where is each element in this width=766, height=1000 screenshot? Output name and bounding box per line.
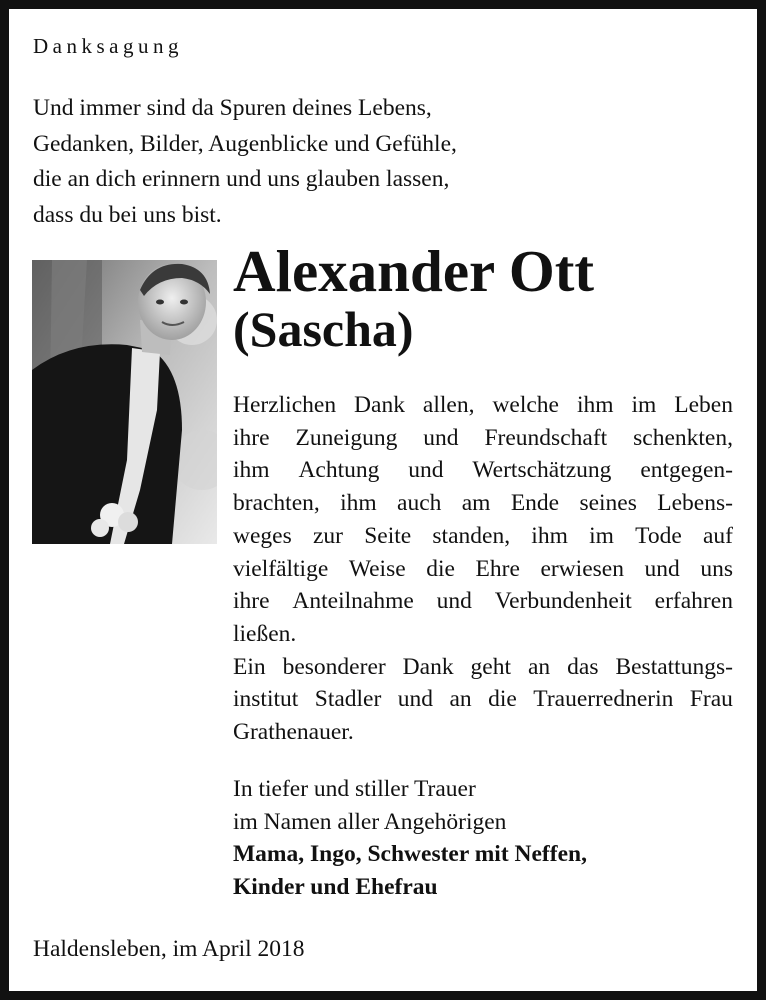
thanks-word: Dank — [354, 392, 405, 418]
thanks-word: Frau — [689, 686, 733, 713]
thanks-word: auf — [702, 522, 733, 549]
thanks-text — [233, 389, 733, 749]
thanks-word: im — [589, 522, 614, 549]
thanks-word: Leben — [674, 392, 733, 418]
thanks-word: seines — [579, 490, 637, 517]
thanks-word: Herzlichen — [233, 392, 337, 418]
closing-line: In tiefer und stiller Trauer — [233, 776, 476, 802]
thanks-word: Tode — [635, 522, 682, 549]
thanks-line — [233, 585, 733, 618]
thanks-word: brachten, — [233, 490, 320, 517]
poem-line: Gedanken, Bilder, Augenblicke und Gefühle, — [33, 130, 457, 157]
thanks-word: die — [426, 555, 455, 582]
thanks-word: erwiesen — [540, 555, 624, 582]
thanks-word: Bestattungs- — [615, 653, 733, 680]
thanks-word: erfahren — [654, 588, 733, 615]
thanks-word: an — [527, 653, 551, 680]
thanks-word: im — [631, 392, 657, 418]
thanks-word: ihre — [233, 588, 270, 615]
thanks-word: das — [567, 653, 599, 680]
thanks-word: ihm — [233, 457, 270, 484]
place-date: Haldensleben, im April 2018 — [33, 936, 305, 962]
thanks-word: ihre — [233, 424, 270, 451]
thanks-word: welche — [492, 392, 559, 418]
thanks-word: Trauerrednerin — [533, 686, 674, 713]
deceased-nickname: (Sascha) — [233, 301, 414, 357]
thanks-word: entgegen- — [640, 457, 733, 484]
deceased-name: Alexander Ott — [233, 238, 595, 304]
family-names: Mama, Ingo, Schwester mit Neffen, — [233, 841, 587, 867]
thanks-line: ließen. — [233, 620, 297, 647]
thanks-line: Grathenauer. — [233, 719, 354, 746]
thanks-word: Ein — [233, 653, 266, 680]
thanks-word: und — [644, 555, 680, 582]
thanks-word: Dank — [402, 653, 454, 680]
thanks-word: und — [423, 424, 459, 451]
thanks-word: weges — [233, 522, 292, 549]
thanks-word: besonderer — [282, 653, 386, 680]
thanks-word: allen, — [422, 392, 475, 418]
thanks-word: schenkten, — [633, 424, 733, 451]
family-names: Kinder und Ehefrau — [233, 873, 438, 900]
closing-block — [233, 773, 587, 903]
poem — [33, 91, 457, 233]
thanks-word: Anteilnahme — [292, 588, 414, 615]
poem-line: die an dich erinnern und uns glauben lassen, — [33, 166, 450, 192]
thanks-word: die — [488, 686, 517, 713]
thanks-word: am — [461, 490, 491, 517]
thanks-word: geht — [470, 653, 512, 680]
thanks-word: und — [436, 588, 472, 615]
thanks-word: vielfältige — [233, 555, 329, 582]
thanks-word: auch — [397, 490, 442, 517]
thanks-word: Freundschaft — [484, 424, 608, 451]
thanks-word: Weise — [348, 555, 406, 582]
thanks-word: ihm — [576, 392, 614, 418]
thanks-word: zur — [312, 522, 343, 549]
thanks-word: Zuneigung — [295, 424, 398, 451]
thanks-line — [233, 389, 733, 422]
thanks-line — [233, 683, 733, 716]
thanks-line — [233, 520, 733, 553]
closing-line: im Namen aller Angehörigen — [233, 808, 507, 835]
thanks-word: Seite — [364, 522, 412, 549]
thanks-word: institut — [233, 686, 299, 713]
thanks-word: Lebens- — [657, 490, 733, 517]
thanks-word: uns — [700, 555, 733, 582]
thanks-word: Stadler — [314, 686, 382, 713]
portrait-photo-image — [32, 260, 217, 544]
portrait-photo — [32, 260, 217, 544]
poem-line: Und immer sind da Spuren deines Lebens, — [33, 95, 432, 121]
thanks-word: Ehre — [475, 555, 520, 582]
thanks-word: Wertschätzung — [472, 457, 612, 484]
thanks-word: ihm — [531, 522, 568, 549]
thanks-word: ihm — [340, 490, 377, 517]
thanks-word: und — [397, 686, 434, 713]
thanks-word: standen, — [432, 522, 511, 549]
thanks-line — [233, 553, 733, 586]
poem-line: dass du bei uns bist. — [33, 201, 222, 228]
thanks-word: Ende — [510, 490, 560, 517]
thanks-line — [233, 422, 733, 455]
thanks-line — [233, 454, 733, 487]
notice-heading: Danksagung — [33, 34, 183, 58]
thanks-word: an — [449, 686, 472, 713]
thanks-word: Verbundenheit — [494, 588, 632, 615]
thanks-word: Achtung — [298, 457, 380, 484]
thanks-word: und — [408, 457, 444, 484]
thanks-line — [233, 651, 733, 684]
thanks-line — [233, 487, 733, 520]
